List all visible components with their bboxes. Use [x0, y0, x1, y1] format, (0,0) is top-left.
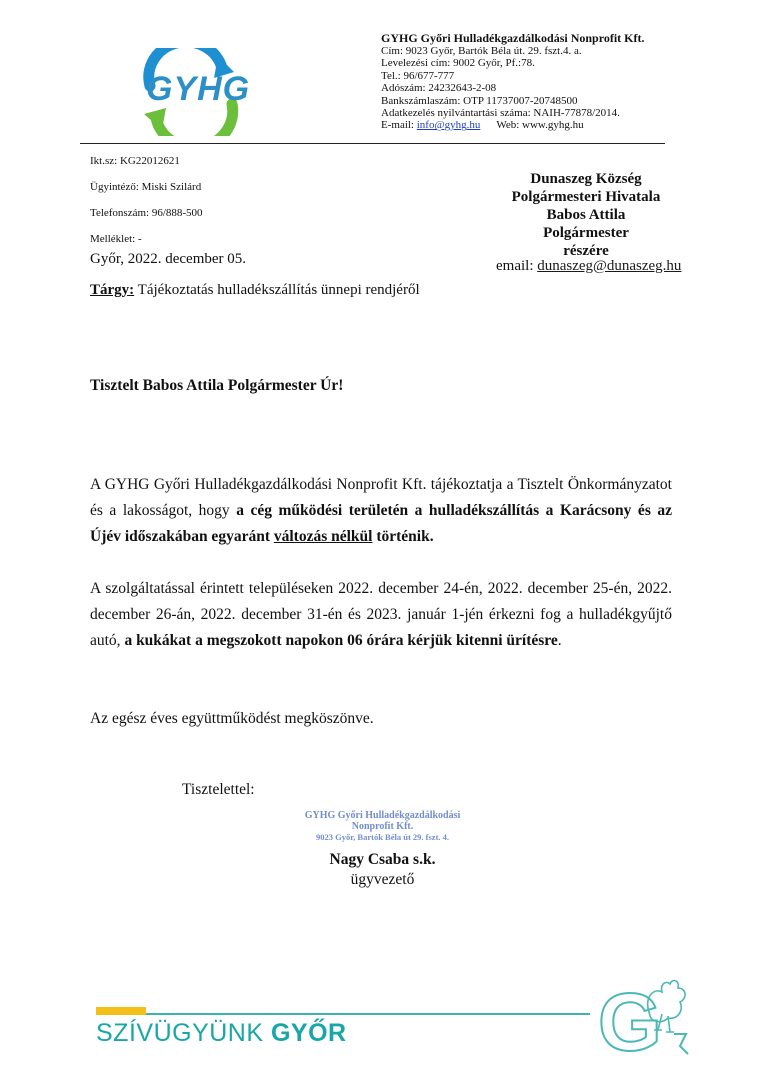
subject-line — [90, 282, 420, 299]
p2-text: A szolgáltatással érintett településeken 2022. december 24-én, 2022. december 25-én, 2022. december 26-án, 2022. december 31-én és 2023. január 1-jén érkezni fog a hulladékgyűjtő autó, — [90, 580, 672, 649]
subject-text: Tájékoztatás hulladékszállítás ünnepi rendjéről — [134, 282, 420, 298]
company-tax-number: Adószám: 24232643-2-08 — [381, 82, 497, 95]
company-email-link[interactable]: info@gyhg.hu — [416, 119, 481, 132]
recipient-line: Babos Attila — [546, 207, 626, 223]
recipient-line: részére — [563, 243, 609, 259]
company-name: GYHG Győri Hulladékgazdálkodási Nonprofit Kft. — [381, 31, 645, 45]
closing: Tisztelettel: — [182, 781, 255, 798]
recipient-email-link[interactable]: dunaszeg@dunaszeg.hu — [537, 258, 682, 274]
company-bank-account: Bankszámlaszám: OTP 11737007-20748500 — [381, 94, 578, 107]
salutation: Tisztelt Babos Attila Polgármester Úr! — [90, 377, 344, 394]
footer-slogan — [96, 1019, 347, 1048]
body-paragraph-3: Az egész éves együttműködést megköszönve. — [90, 710, 374, 727]
company-stamp — [290, 810, 475, 843]
gyor-rooster-emblem-icon — [596, 974, 692, 1056]
recipient-line: Polgármester — [543, 225, 629, 241]
footer-accent-bar — [96, 1007, 146, 1015]
p1-text: A GYHG Győri Hulladékgazdálkodási Nonprofit Kft. tájékoztatja a Tisztelt Önkormányzatot és a lakosságot, hogy — [90, 476, 672, 519]
recipient-email-row — [496, 258, 681, 275]
logo-text: GYHG — [146, 70, 251, 108]
signer-title: ügyvezető — [350, 871, 415, 888]
handler-phone: Telefonszám: 96/888-500 — [90, 207, 203, 219]
stamp-line: 9023 Győr, Bartók Béla út 29. fszt. 4. — [315, 832, 450, 842]
company-header — [381, 31, 644, 132]
footer-line — [146, 1013, 590, 1015]
signer-name: Nagy Csaba s.k. — [329, 851, 436, 868]
p2-bold: a kukákat a megszokott napokon 06 órára kérjük kitenni ürítésre — [124, 632, 558, 649]
company-postal-address: Levelezési cím: 9002 Győr, Pf.:78. — [381, 57, 535, 70]
recipient-block — [470, 170, 702, 260]
p1-bold: a cég működési területén a hulladékszállítás a Karácsony és az Újév időszakában egyaránt — [90, 502, 672, 545]
header-divider — [80, 143, 665, 144]
body-paragraph-1 — [90, 472, 672, 550]
stamp-line: Nonprofit Kft. — [351, 821, 414, 832]
email-label: E-mail: — [381, 119, 417, 132]
reference-number: Ikt.sz: KG22012621 — [90, 155, 180, 167]
attachment: Melléklet: - — [90, 233, 142, 245]
case-handler: Ügyintéző: Miski Szilárd — [90, 181, 202, 193]
emblem-letter: G — [598, 977, 662, 1056]
body-paragraph-2 — [90, 576, 672, 654]
slogan-prefix: SZÍVÜGYÜNK — [96, 1019, 271, 1047]
company-address: Cím: 9023 Győr, Bartók Béla út. 29. fszt.4. a. — [381, 45, 582, 57]
stamp-line: GYHG Győri Hulladékgazdálkodási — [304, 810, 461, 821]
recipient-email-label: email: — [496, 258, 538, 274]
company-phone: Tel.: 96/677-777 — [381, 69, 455, 82]
subject-label: Tárgy: — [90, 282, 135, 298]
slogan-city: GYŐR — [270, 1019, 347, 1047]
company-web: Web: www.gyhg.hu — [496, 119, 584, 132]
p2-end: . — [557, 632, 562, 649]
letter-date: Győr, 2022. december 05. — [90, 251, 247, 267]
recipient-line: Polgármesteri Hivatala — [511, 189, 661, 205]
company-contact-row — [381, 119, 644, 131]
p1-bold-underlined: változás nélkül — [273, 528, 373, 545]
recipient-line: Dunaszeg Község — [530, 171, 642, 187]
company-data-protection-number: Adatkezelés nyilvántartási száma: NAIH-77878/2014. — [381, 107, 620, 120]
p1-bold-end: történik. — [372, 528, 434, 545]
